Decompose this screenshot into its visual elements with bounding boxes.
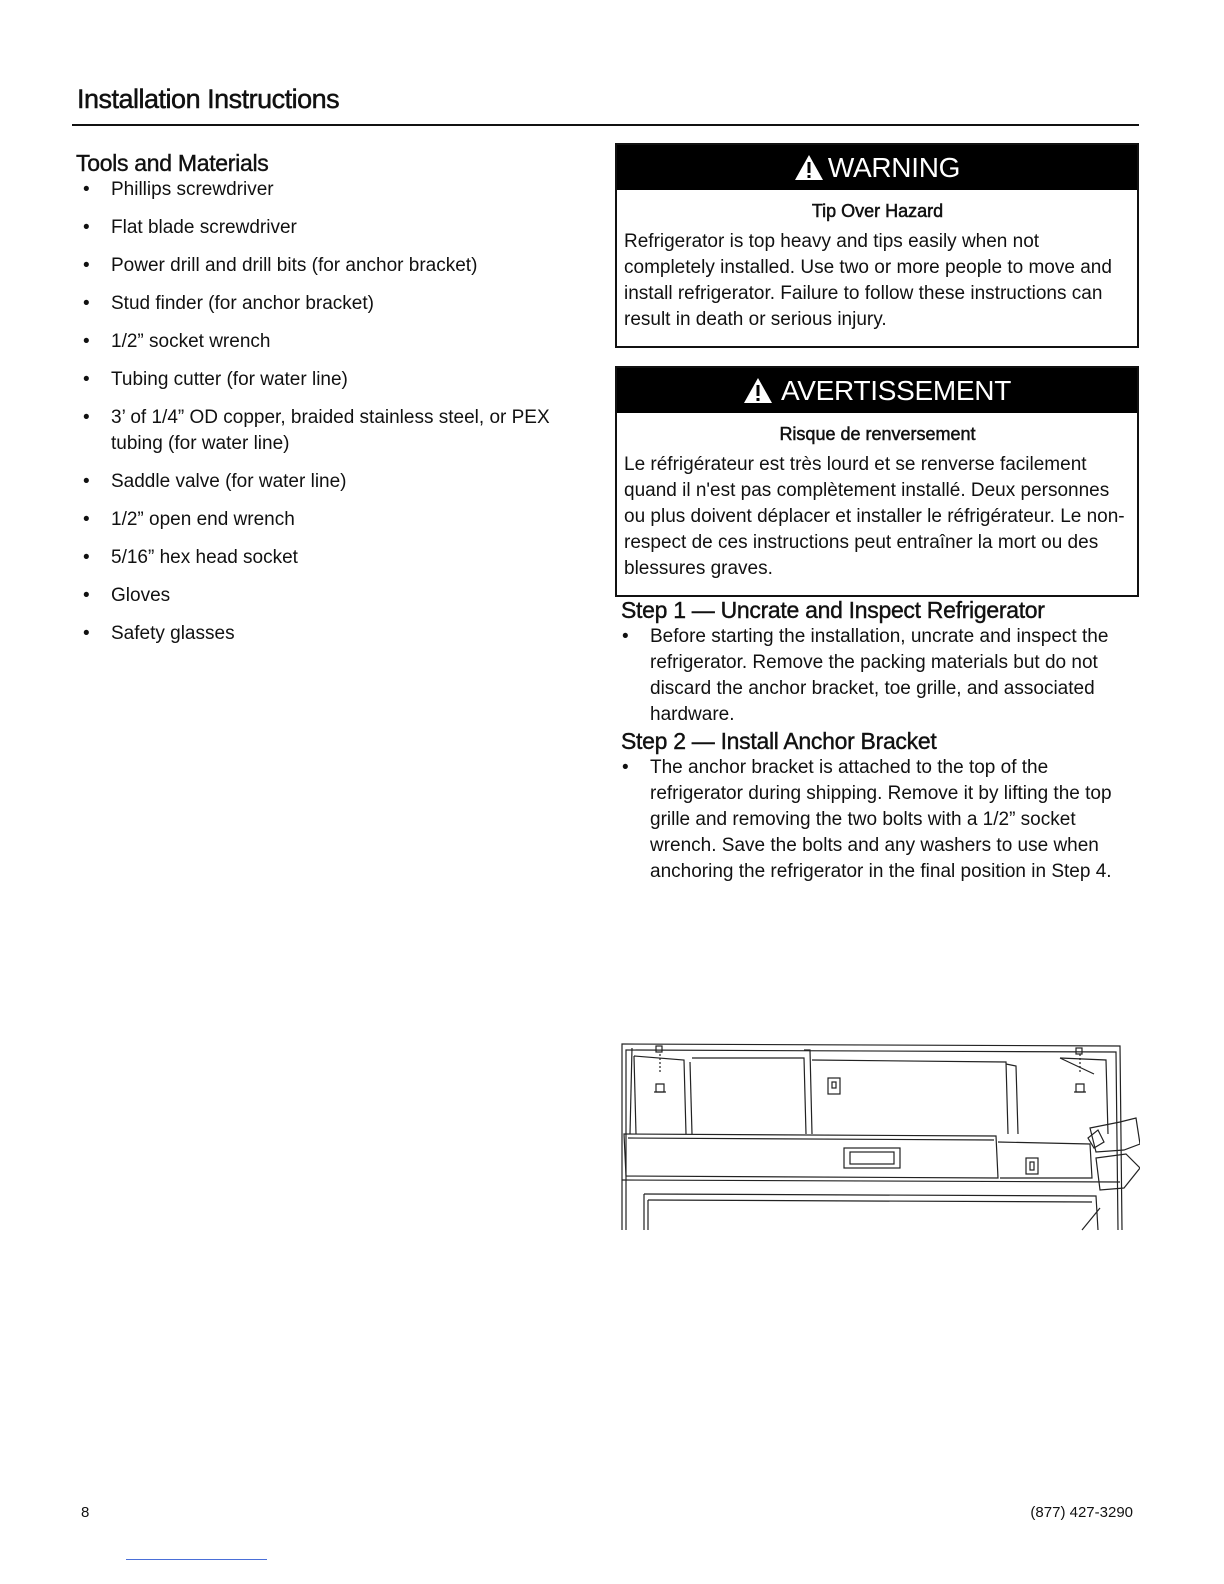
warning-triangle-icon (743, 377, 773, 404)
list-item: • Safety glasses (76, 621, 586, 647)
list-item: • 3’ of 1/4” OD copper, braided stainless steel, or PEX tubing (for water line) (76, 405, 586, 457)
list-item: • Saddle valve (for water line) (76, 469, 586, 495)
list-item: • Phillips screwdriver (76, 177, 586, 203)
list-item: • Power drill and drill bits (for anchor bracket) (76, 253, 586, 279)
step-2-heading: Step 2 — Install Anchor Bracket (621, 728, 937, 754)
warning-text: Refrigerator is top heavy and tips easily when not completely installed. Use two or more people to move and install refrigerator. Failure to follow these instructions can result in death or serious injury. (624, 231, 1112, 330)
title-divider (72, 124, 1139, 126)
footer-link-underline (126, 1559, 267, 1560)
list-item: • The anchor bracket is attached to the top of the refrigerator during shipping. Remove it by lifting the top grille and removing the two bolts with a 1/2” socket wrench. Save the bolts and any washers to use when anchoring the refrigerator in the final position in Step 4. (615, 755, 1139, 885)
warning-subtitle: Risque de renversement (779, 424, 976, 444)
right-column (615, 143, 1139, 885)
warning-body (617, 413, 1137, 595)
warning-header (617, 368, 1137, 413)
list-item: • 5/16” hex head socket (76, 545, 586, 571)
tools-section (76, 150, 586, 659)
tools-list (76, 177, 586, 647)
anchor-bracket-diagram (620, 1038, 1140, 1234)
tools-heading: Tools and Materials (76, 150, 269, 176)
list-item: • 1/2” socket wrench (76, 329, 586, 355)
step-2-list (615, 755, 1139, 885)
warning-body (617, 190, 1137, 346)
list-item: • Tubing cutter (for water line) (76, 367, 586, 393)
list-item: • Before starting the installation, uncrate and inspect the refrigerator. Remove the packing materials but do not discard the anchor bracket, toe grille, and associated hardware. (615, 624, 1139, 728)
list-item: • Flat blade screwdriver (76, 215, 586, 241)
warning-box-english (615, 143, 1139, 348)
page-title: Installation Instructions (77, 84, 340, 114)
warning-text: Le réfrigérateur est très lourd et se renverse facilement quand il n'est pas complètement installé. Deux personnes ou plus doivent déplacer et installer le réfrigérateur. Le non-respect de ces instructions peut entraîner la mort ou des blessures graves. (624, 454, 1125, 579)
step-1-heading: Step 1 — Uncrate and Inspect Refrigerator (621, 597, 1045, 623)
warning-label: WARNING (827, 151, 961, 183)
warning-header (617, 145, 1137, 190)
list-item: • 1/2” open end wrench (76, 507, 586, 533)
warning-triangle-icon (794, 154, 824, 181)
step-1-list (615, 624, 1139, 728)
warning-subtitle: Tip Over Hazard (811, 201, 944, 221)
list-item: • Stud finder (for anchor bracket) (76, 291, 586, 317)
list-item: • Gloves (76, 583, 586, 609)
phone-number: (877) 427-3290 (1030, 1504, 1133, 1521)
warning-label: AVERTISSEMENT (781, 374, 1011, 406)
page-number: 8 (81, 1504, 90, 1521)
warning-box-french (615, 366, 1139, 597)
